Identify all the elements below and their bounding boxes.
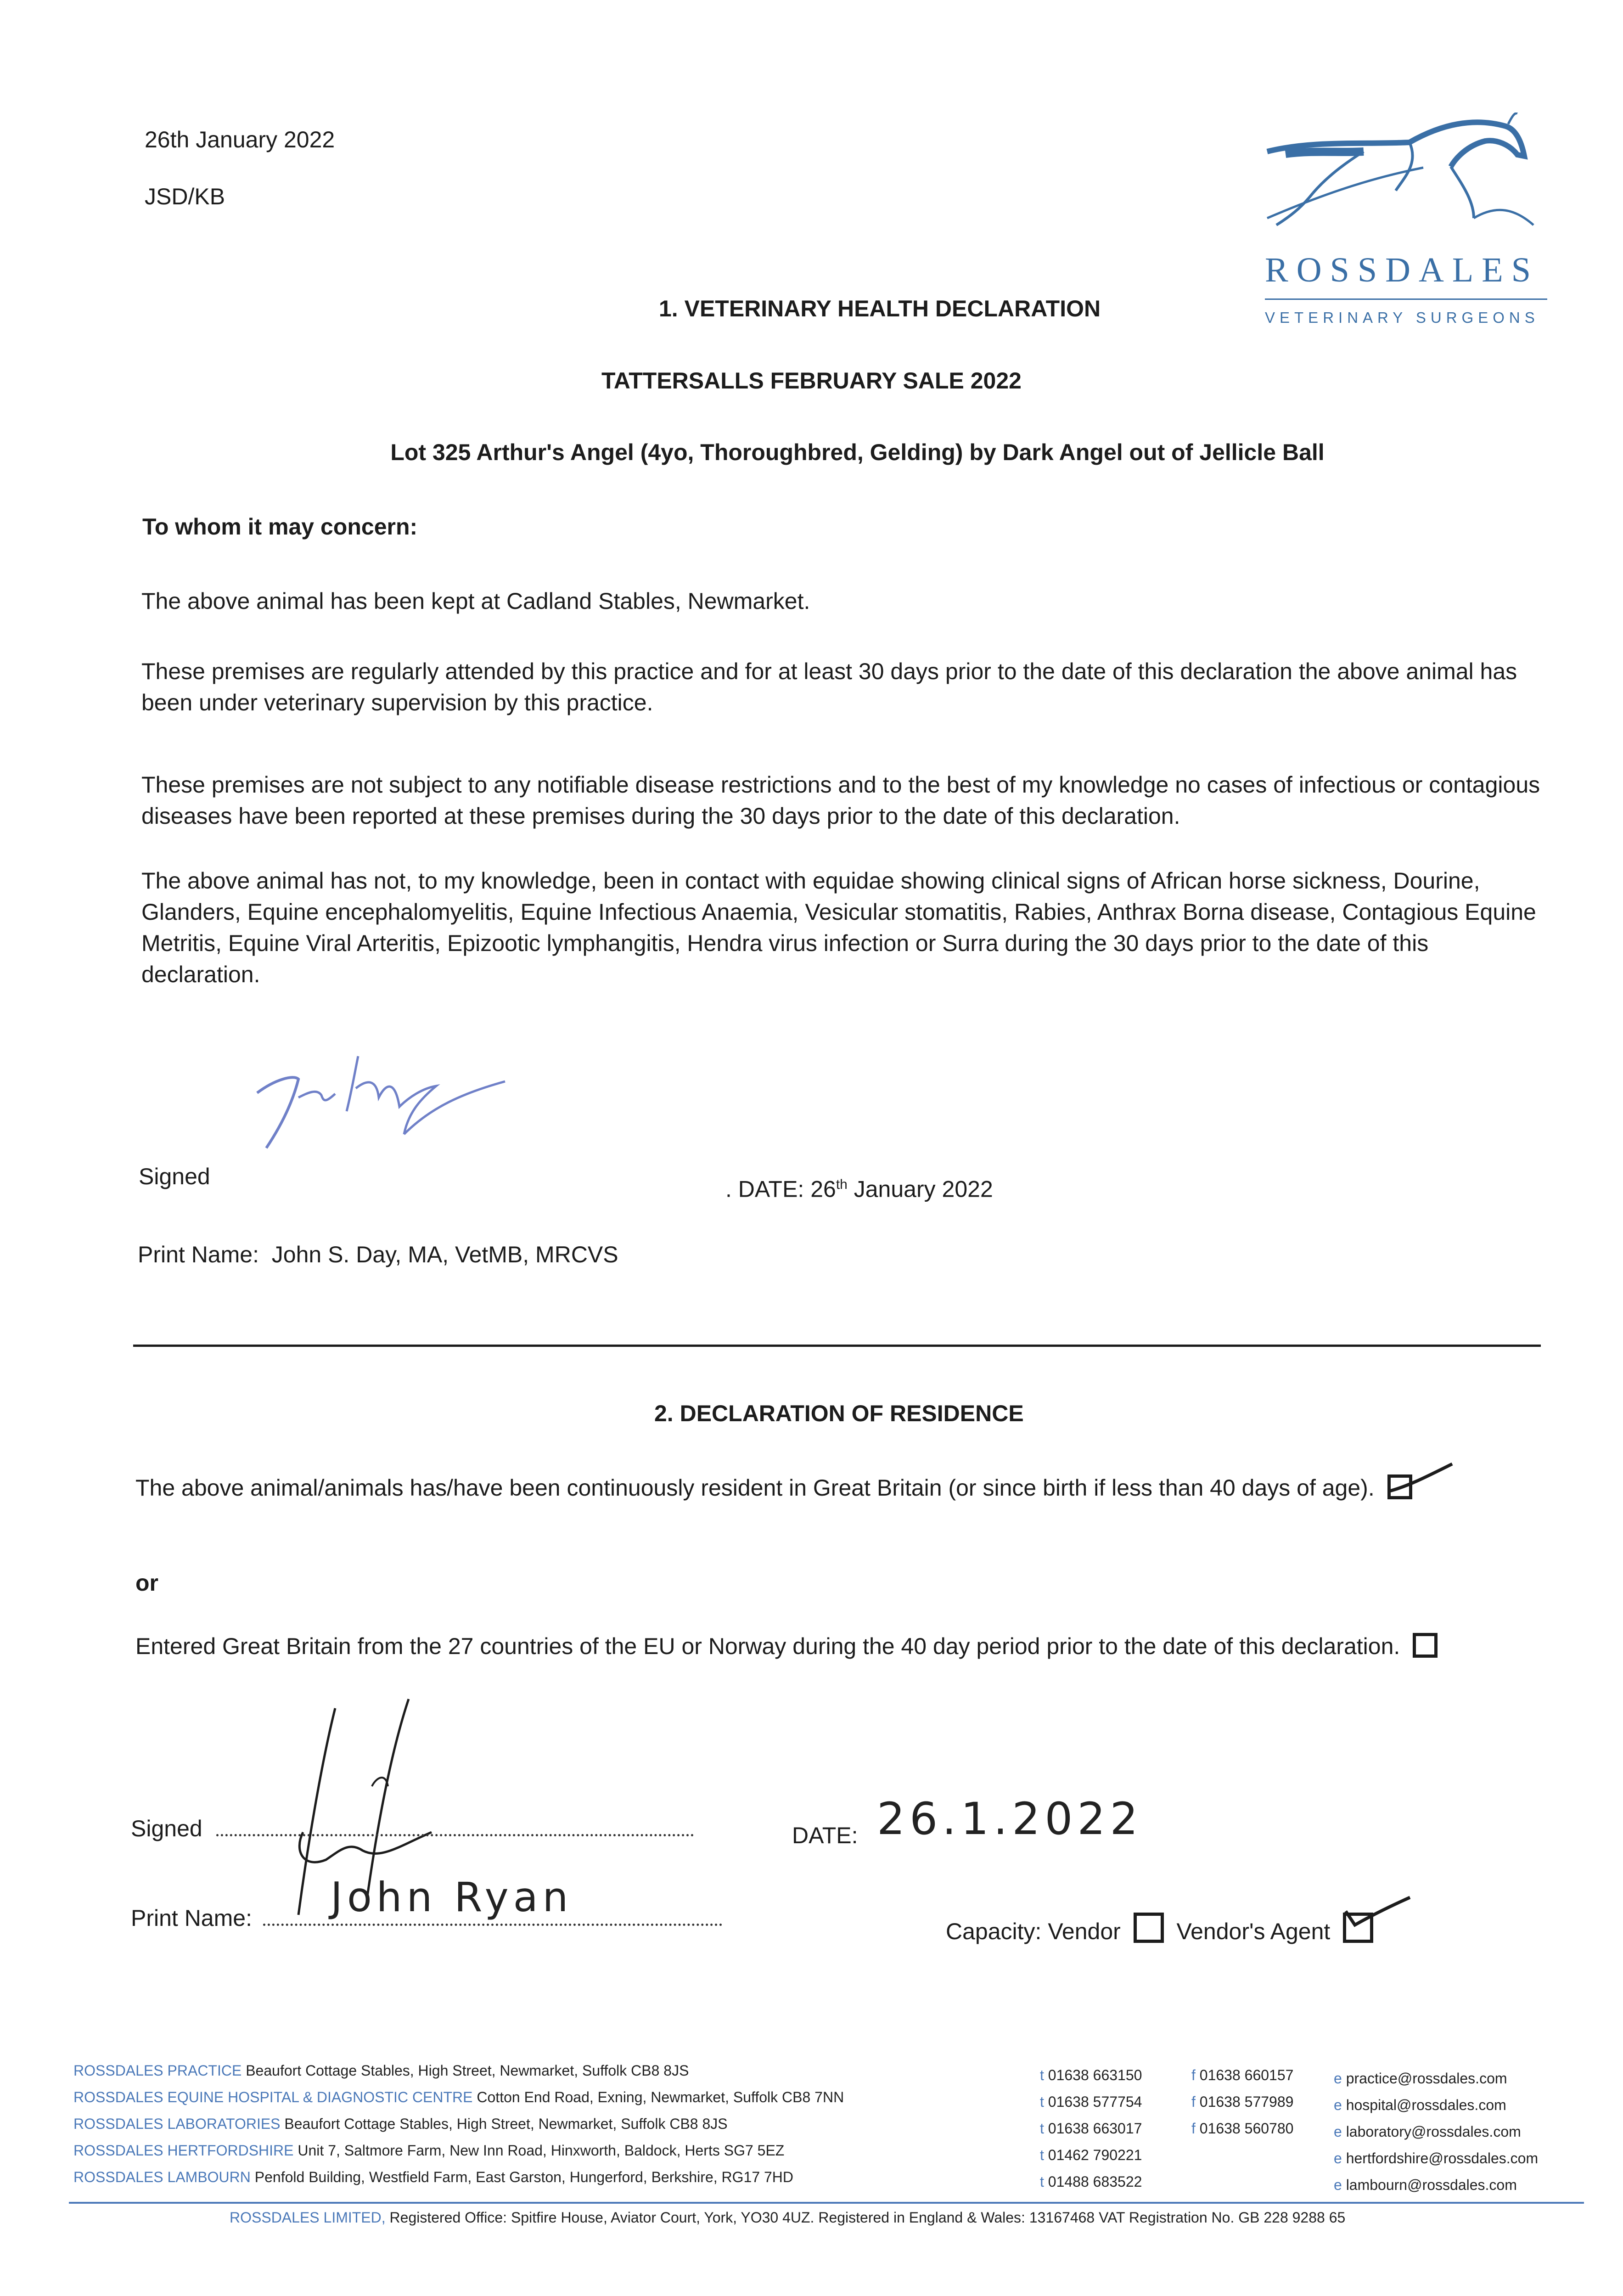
capacity-row: Capacity: Vendor Vendor's Agent [946,1913,1373,1946]
footer-registration: ROSSDALES LIMITED, Registered Office: Spitfire House, Aviator Court, York, YO30 4UZ. Registered in England & Wales: 13167468 VAT Registration No. GB 228 9288 65 [230,2209,1346,2226]
letter-date: 26th January 2022 [145,127,335,152]
residence-option-1-checkbox[interactable] [1387,1474,1412,1499]
section1-print-name: Print Name: John S. Day, MA, VetMB, MRCVS [138,1242,618,1267]
section2-heading: 2. DECLARATION OF RESIDENCE [654,1401,1024,1426]
checkmark-icon [1343,1897,1412,1939]
email-link[interactable]: practice@rossdales.com [1346,2070,1507,2087]
residence-option-2: Entered Great Britain from the 27 countries of the EU or Norway during the 40 day period prior to the date of this declaration. [135,1623,1458,1669]
paragraph-restrictions: These premises are not subject to any notifiable disease restrictions and to the best of my knowledge no cases of infectious or contagious diseases have been reported at these premises during the 30 days prior to the date of this declaration. [141,772,1540,829]
section2-print-name-label: Print Name: [131,1903,722,1933]
checkmark-icon [1388,1459,1457,1501]
paragraph-diseases: The above animal has not, to my knowledge, been in contact with equidae showing clinical signs of African horse sickness, Dourine, Glanders, Equine encephalomyelitis, Equine Infectious Anaemia, Vesicular stomatitis, Rabies, Anthrax Borna disease, Contagious Equine Metritis, Equine Viral Arteritis, Epizootic lymphangitis, Hendra virus infection or Surra during the 30 days prior to the date of this declaration. [141,868,1536,987]
footer-divider [69,2202,1584,2204]
email-link[interactable]: laboratory@rossdales.com [1346,2123,1521,2140]
residence-option-1: The above animal/animals has/have been continuously resident in Great Britain (or since birth if less than 40 days of age). [135,1465,1458,1511]
handwritten-name: John Ryan [331,1874,573,1921]
paragraph-kept-at: The above animal has been kept at Cadland Stables, Newmarket. [141,588,810,614]
paragraph-supervision: These premises are regularly attended by this practice and for at least 30 days prior to the date of this declaration the above animal has been under veterinary supervision by this practice. [141,658,1517,715]
lot-title: Lot 325 Arthur's Angel (4yo, Thoroughbred, Gelding) by Dark Angel out of Jellicle Ball [390,439,1325,465]
section1-signed-label: Signed [139,1164,210,1189]
section2-signed-label: Signed [131,1814,694,1843]
vet-name: John S. Day, MA, VetMB, MRCVS [271,1242,618,1267]
rossdales-logo [1258,113,1552,342]
section2-date-label: DATE: [792,1823,858,1848]
salutation: To whom it may concern: [142,514,418,540]
footer-telephones: t 01638 663150 t 01638 577754 t 01638 663017 t 01462 790221 t 01488 683522 [1040,2067,1142,2190]
sale-title: TATTERSALLS FEBRUARY SALE 2022 [601,368,1022,394]
logo-name: ROSSDALES [1265,251,1539,289]
or-label: or [135,1570,158,1596]
email-link[interactable]: lambourn@rossdales.com [1346,2177,1517,2193]
logo-tagline: VETERINARY SURGEONS [1265,309,1539,326]
print-name-line[interactable] [263,1924,722,1926]
section1-date: . DATE: 26th January 2022 [725,1176,993,1202]
capacity-agent-checkbox[interactable] [1343,1913,1373,1943]
logo-divider [1265,298,1547,300]
section1-heading: 1. VETERINARY HEALTH DECLARATION [659,296,1101,321]
capacity-vendor-checkbox[interactable] [1134,1913,1164,1943]
handwritten-date: 26.1.2022 [877,1793,1143,1845]
footer-faxes: f 01638 660157 f 01638 577989 f 01638 560780 [1191,2067,1294,2137]
email-link[interactable]: hertfordshire@rossdales.com [1346,2150,1539,2167]
footer-emails: e practice@rossdales.com e hospital@rossdales.com e laboratory@rossdales.com e hertfordshire@rossdales.com e lambourn@rossdales.com [1334,2070,1539,2193]
letter-reference: JSD/KB [145,184,225,209]
vet-signature-image [248,1042,533,1162]
footer-locations: ROSSDALES PRACTICE Beaufort Cottage Stables, High Street, Newmarket, Suffolk CB8 8JS ROSSDALES EQUINE HOSPITAL & DIAGNOSTIC CENTRE Cotton End Road, Exning, Newmarket, Suffolk CB8 7NN ROSSDALES LABORATORIES Beaufort Cottage Stables, High Street, Newmarket, Suffolk CB8 8JS ROSSDALES HERTFORDSHIRE Unit 7, Saltmore Farm, New Inn Road, Hinxworth, Baldock, Herts SG7 5EZ ROSSDALES LAMBOURN Penfold Building, Westfield Farm, East Garston, Hungerford, Berkshire, RG17 7HD [73,2062,844,2185]
email-link[interactable]: hospital@rossdales.com [1346,2097,1506,2113]
signature-line[interactable] [216,1834,694,1836]
horse-logo-icon [1258,113,1552,227]
section-divider [133,1345,1541,1347]
residence-option-2-checkbox[interactable] [1413,1633,1438,1658]
